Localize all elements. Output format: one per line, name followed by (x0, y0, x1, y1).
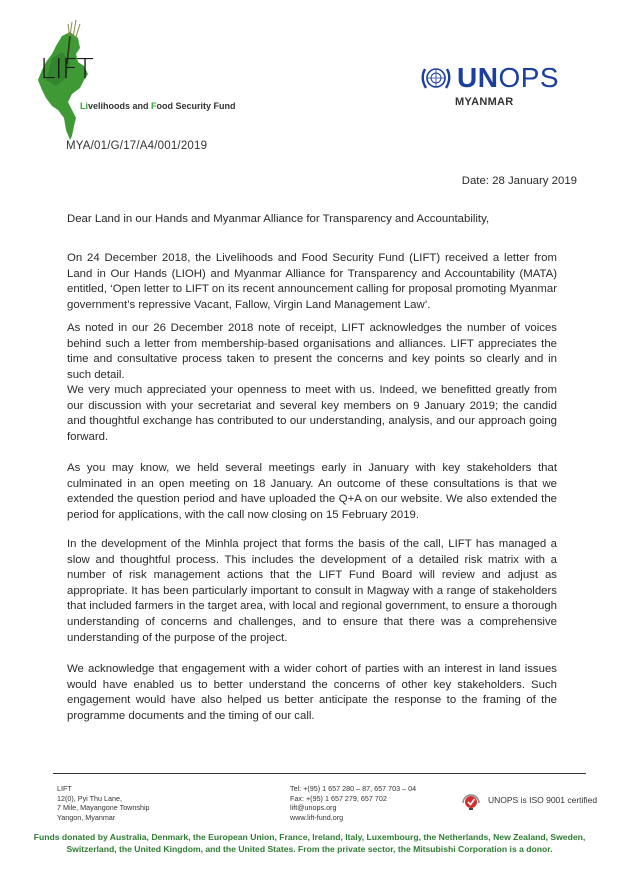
unops-un: UN (457, 62, 499, 93)
tagline-part: Li (80, 101, 88, 111)
lift-wordmark: LIFT (40, 52, 93, 85)
paragraph: On 24 December 2018, the Livelihoods and Food Security Fund (LIFT) received a letter from Land in Our Hands (LIOH) and Myanmar Alliance for Transparency and Accountability (MATA) entitled, ‘Open letter to LIFT on its recent announcement calling for proposal promoting Myanmar government’s repressive Vacant, Fallow, Virgin Land Management Law’. (67, 252, 557, 311)
paragraph: In the development of the Minhla project that forms the basis of the call, LIFT has managed a slow and thoughtful process. This includes the development of a detailed risk matrix with a number of risk management actions that the LIFT Fund Board will review and adjust as appropriate. It has been particularly important to consult in Magway with a range of stakeholders that included farmers in the target area, with local and regional government, to ensure a thorough understanding of concerns and challenges, and to ensure that there was a comprehensive understanding of the purpose of the project. (67, 538, 557, 644)
reference-number: MYA/01/G/17/A4/001/2019 (66, 140, 208, 152)
paragraph: As you may know, we held several meetings early in January with key stakeholders that culminated in an open meeting on 18 January. An outcome of these consultations is that we extended the question period and have uploaded the Q+A on our website. We also extended the period for applications, with the call now closing on 15 February 2019. (67, 462, 557, 521)
iso-certification (460, 789, 597, 811)
tagline-part: ood Security Fund (156, 101, 236, 111)
donor-line: Switzerland, the United Kingdom, and the United States. From the private sector, the Mitsubishi Corporation is a donor. (66, 843, 553, 854)
lift-tagline (80, 101, 236, 111)
letter-date: Date: 28 January 2019 (461, 175, 577, 187)
paragraph: We acknowledge that engagement with a wider cohort of parties with an interest in land issues would have enabled us to better understand the concerns of other key stakeholders. Such engagement would have also helped us better anticipate the response to the framing of the programme documents and the timing of our call. (67, 663, 557, 722)
footer-contact (290, 784, 416, 822)
iso-text: UNOPS is ISO 9001 certified (488, 795, 598, 805)
contact-email: lift@unops.org (290, 803, 337, 813)
tagline-part: F (151, 101, 157, 111)
unops-logo (418, 63, 559, 93)
unops-wordmark (457, 64, 559, 92)
paragraph: As noted in our 26 December 2018 note of receipt, LIFT acknowledges the number of voices behind such a letter from membership-based organisations and alliances. LIFT appreciates the time and consultative process taken to present the concerns and key points so clearly and in such detail. (67, 322, 557, 381)
address-line: 7 Mile, Mayangone Township (57, 803, 150, 813)
iso-certification-icon (460, 789, 482, 811)
unops-subtitle: MYANMAR (455, 96, 514, 108)
paragraph: We very much appreciated your openness to meet with us. Indeed, we benefitted greatly from our discussion with your secretariat and several key members on 9 January 2019; the candid and thoughtful exchange has contributed to our understanding, analysis, and our approach going forward. (67, 384, 557, 443)
un-emblem-icon (418, 63, 454, 93)
footer-divider (53, 773, 586, 774)
address-line: LIFT (57, 784, 72, 793)
address-line: 12(0), Pyi Thu Lane, (57, 793, 122, 803)
footer-address (57, 784, 150, 822)
contact-fax: Fax: +(95) 1 657 279, 657 702 (290, 793, 387, 803)
donor-statement (0, 832, 619, 855)
tagline-part: velihoods and (88, 101, 152, 111)
address-line: Yangon, Myanmar (57, 812, 116, 822)
contact-tel: Tel: +(95) 1 657 280 – 87, 657 703 – 04 (290, 784, 417, 793)
contact-website: www.lift-fund.org (290, 812, 344, 822)
salutation: Dear Land in our Hands and Myanmar Alliance for Transparency and Accountability, (67, 213, 490, 225)
unops-ops: OPS (498, 62, 560, 93)
donor-line: Funds donated by Australia, Denmark, the European Union, France, Ireland, Italy, Luxembourg, the Netherlands, New Zealand, Sweden, (33, 832, 586, 842)
